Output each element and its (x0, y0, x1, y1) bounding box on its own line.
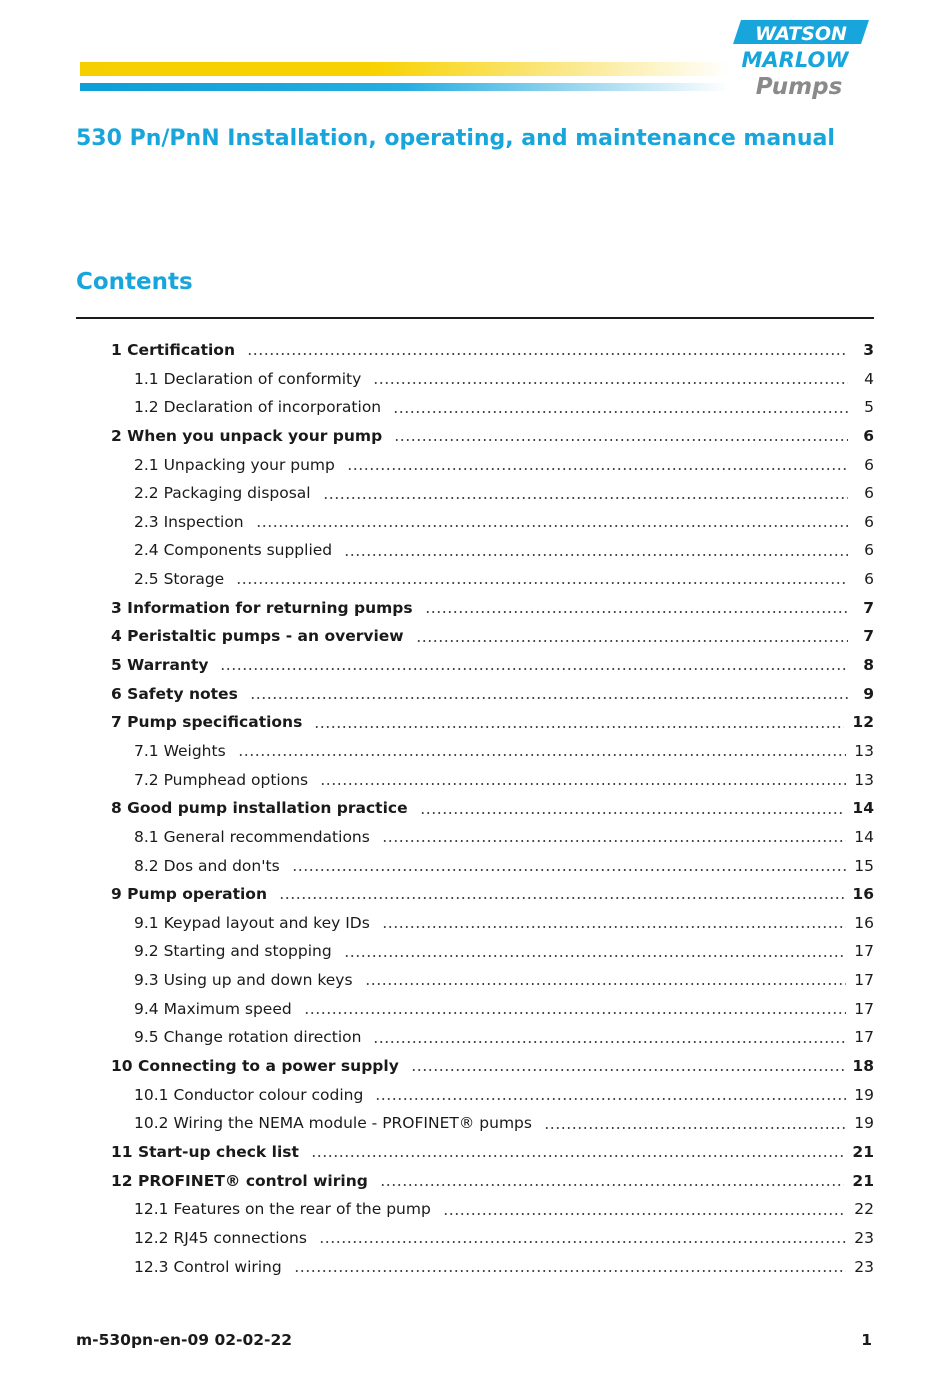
toc-entry[interactable] (111, 823, 874, 852)
table-of-contents (111, 336, 874, 1281)
contents-divider (76, 317, 874, 319)
toc-entry-label: 2.5 Storage (134, 570, 225, 589)
toc-entry-page: 17 (854, 971, 874, 990)
toc-entry[interactable] (111, 1109, 874, 1138)
logo-line2: MARLOW (741, 48, 849, 72)
toc-entry-label: 8 Good pump installation practice (111, 799, 408, 818)
toc-entry-page: 5 (864, 398, 874, 417)
toc-entry-page: 6 (864, 455, 874, 474)
toc-entry[interactable] (111, 1052, 874, 1081)
toc-dot-leader (344, 955, 847, 957)
header-yellow-stripe (80, 62, 730, 76)
toc-entry-page: 13 (854, 770, 874, 789)
toc-entry-page: 6 (863, 426, 874, 445)
toc-entry-label: 12.3 Control wiring (134, 1257, 282, 1276)
toc-entry[interactable] (111, 1195, 874, 1224)
toc-entry-page: 19 (854, 1085, 874, 1104)
toc-dot-leader (411, 1069, 845, 1071)
toc-entry[interactable] (111, 937, 874, 966)
toc-entry[interactable] (111, 766, 874, 795)
toc-entry-page: 7 (863, 627, 874, 646)
toc-entry-label: 7.1 Weights (134, 741, 226, 760)
toc-entry[interactable] (111, 1023, 874, 1052)
toc-entry[interactable] (111, 565, 874, 594)
toc-dot-leader (382, 840, 846, 842)
toc-entry[interactable] (111, 1224, 874, 1253)
toc-entry-label: 7 Pump specifications (111, 713, 303, 732)
toc-dot-leader (323, 497, 848, 499)
toc-entry[interactable] (111, 651, 874, 680)
toc-entry-page: 6 (864, 541, 874, 560)
toc-entry[interactable] (111, 880, 874, 909)
toc-entry-label: 1.1 Declaration of conformity (134, 369, 362, 388)
toc-dot-leader (344, 554, 848, 556)
toc-entry-page: 4 (864, 369, 874, 388)
toc-entry-page: 9 (863, 684, 874, 703)
toc-entry[interactable] (111, 365, 874, 394)
toc-entry-page: 21 (852, 1142, 874, 1161)
toc-entry-page: 16 (852, 885, 874, 904)
toc-entry[interactable] (111, 622, 874, 651)
toc-dot-leader (416, 640, 848, 642)
toc-entry-page: 7 (863, 598, 874, 617)
toc-entry[interactable] (111, 508, 874, 537)
toc-entry-label: 5 Warranty (111, 656, 209, 675)
toc-entry-label: 2.2 Packaging disposal (134, 484, 311, 503)
toc-entry[interactable] (111, 393, 874, 422)
toc-dot-leader (311, 1155, 845, 1157)
toc-entry-page: 22 (854, 1200, 874, 1219)
toc-entry-label: 2.4 Components supplied (134, 541, 333, 560)
toc-dot-leader (314, 726, 844, 728)
toc-entry-page: 21 (852, 1171, 874, 1190)
toc-entry-label: 9.4 Maximum speed (134, 999, 292, 1018)
toc-dot-leader (443, 1213, 846, 1215)
toc-entry-label: 10.1 Conductor colour coding (134, 1085, 364, 1104)
toc-dot-leader (220, 668, 848, 670)
toc-entry-label: 11 Start-up check list (111, 1142, 299, 1161)
toc-entry-page: 23 (854, 1228, 874, 1247)
toc-dot-leader (382, 926, 846, 928)
toc-dot-leader (320, 783, 846, 785)
toc-entry[interactable] (111, 1253, 874, 1282)
toc-entry-page: 3 (863, 341, 874, 359)
toc-entry[interactable] (111, 1138, 874, 1167)
toc-entry-label: 9.3 Using up and down keys (134, 971, 353, 990)
toc-entry-label: 9.2 Starting and stopping (134, 942, 332, 961)
toc-entry-label: 7.2 Pumphead options (134, 770, 309, 789)
toc-entry-page: 13 (854, 741, 874, 760)
toc-dot-leader (247, 353, 848, 355)
toc-entry[interactable] (111, 909, 874, 938)
toc-entry[interactable] (111, 336, 874, 365)
toc-dot-leader (373, 382, 848, 384)
toc-entry-label: 12.2 RJ45 connections (134, 1228, 307, 1247)
toc-entry-label: 12.1 Features on the rear of the pump (134, 1200, 431, 1219)
toc-entry[interactable] (111, 1167, 874, 1196)
toc-entry[interactable] (111, 479, 874, 508)
toc-entry[interactable] (111, 536, 874, 565)
toc-entry-page: 15 (854, 856, 874, 875)
toc-dot-leader (250, 697, 848, 699)
toc-entry-page: 18 (852, 1057, 874, 1076)
toc-entry-page: 6 (864, 512, 874, 531)
toc-entry[interactable] (111, 852, 874, 881)
toc-dot-leader (279, 897, 844, 899)
toc-entry[interactable] (111, 680, 874, 709)
toc-dot-leader (304, 1012, 847, 1014)
toc-entry-label: 10 Connecting to a power supply (111, 1057, 399, 1076)
toc-entry-label: 1 Certification (111, 341, 235, 359)
toc-dot-leader (393, 411, 848, 413)
toc-entry-label: 6 Safety notes (111, 684, 238, 703)
toc-dot-leader (292, 869, 847, 871)
toc-entry-label: 4 Peristaltic pumps - an overview (111, 627, 404, 646)
toc-entry-label: 2 When you unpack your pump (111, 426, 383, 445)
toc-entry[interactable] (111, 966, 874, 995)
document-title: 530 Pn/PnN Installation, operating, and maintenance manual (76, 126, 835, 151)
toc-dot-leader (236, 582, 848, 584)
toc-entry-label: 9 Pump operation (111, 885, 267, 904)
toc-entry[interactable] (111, 708, 874, 737)
toc-entry-page: 12 (852, 713, 874, 732)
logo-line3: Pumps (755, 74, 843, 100)
contents-heading: Contents (76, 269, 193, 295)
toc-entry[interactable] (111, 594, 874, 623)
toc-entry-label: 10.2 Wiring the NEMA module - PROFINET® pumps (134, 1114, 532, 1133)
toc-dot-leader (380, 1184, 845, 1186)
toc-dot-leader (425, 611, 848, 613)
toc-dot-leader (373, 1041, 846, 1043)
toc-dot-leader (420, 812, 845, 814)
toc-entry[interactable] (111, 737, 874, 766)
toc-entry-label: 1.2 Declaration of incorporation (134, 398, 382, 417)
toc-dot-leader (256, 525, 848, 527)
toc-entry-page: 16 (854, 913, 874, 932)
toc-entry-label: 2.1 Unpacking your pump (134, 455, 335, 474)
toc-entry[interactable] (111, 422, 874, 451)
toc-entry[interactable] (111, 995, 874, 1024)
toc-entry[interactable] (111, 1081, 874, 1110)
toc-entry-page: 8 (863, 656, 874, 675)
toc-dot-leader (375, 1098, 846, 1100)
toc-entry-page: 6 (864, 570, 874, 589)
toc-entry[interactable] (111, 794, 874, 823)
toc-dot-leader (394, 439, 848, 441)
toc-entry-page: 19 (854, 1114, 874, 1133)
header-blue-stripe (80, 83, 730, 91)
logo-line1: WATSON (755, 23, 847, 45)
toc-entry-label: 8.1 General recommendations (134, 827, 370, 846)
watson-marlow-logo (733, 20, 873, 104)
toc-dot-leader (238, 754, 847, 756)
toc-dot-leader (319, 1241, 846, 1243)
toc-entry-label: 3 Information for returning pumps (111, 598, 413, 617)
toc-entry-label: 8.2 Dos and don'ts (134, 856, 280, 875)
toc-entry-label: 9.1 Keypad layout and key IDs (134, 913, 370, 932)
toc-entry[interactable] (111, 451, 874, 480)
toc-dot-leader (544, 1127, 846, 1129)
footer-doc-code: m-530pn-en-09 02-02-22 (76, 1331, 293, 1349)
toc-entry-page: 17 (854, 999, 874, 1018)
toc-entry-page: 6 (864, 484, 874, 503)
toc-entry-page: 17 (854, 942, 874, 961)
toc-entry-label: 9.5 Change rotation direction (134, 1028, 362, 1047)
toc-entry-label: 12 PROFINET® control wiring (111, 1171, 368, 1190)
toc-dot-leader (347, 468, 848, 470)
toc-entry-page: 17 (854, 1028, 874, 1047)
toc-entry-page: 14 (852, 799, 874, 818)
toc-entry-page: 14 (854, 827, 874, 846)
footer-page-number: 1 (861, 1331, 872, 1349)
toc-dot-leader (294, 1270, 847, 1272)
toc-dot-leader (365, 983, 847, 985)
toc-entry-label: 2.3 Inspection (134, 512, 244, 531)
toc-entry-page: 23 (854, 1257, 874, 1276)
